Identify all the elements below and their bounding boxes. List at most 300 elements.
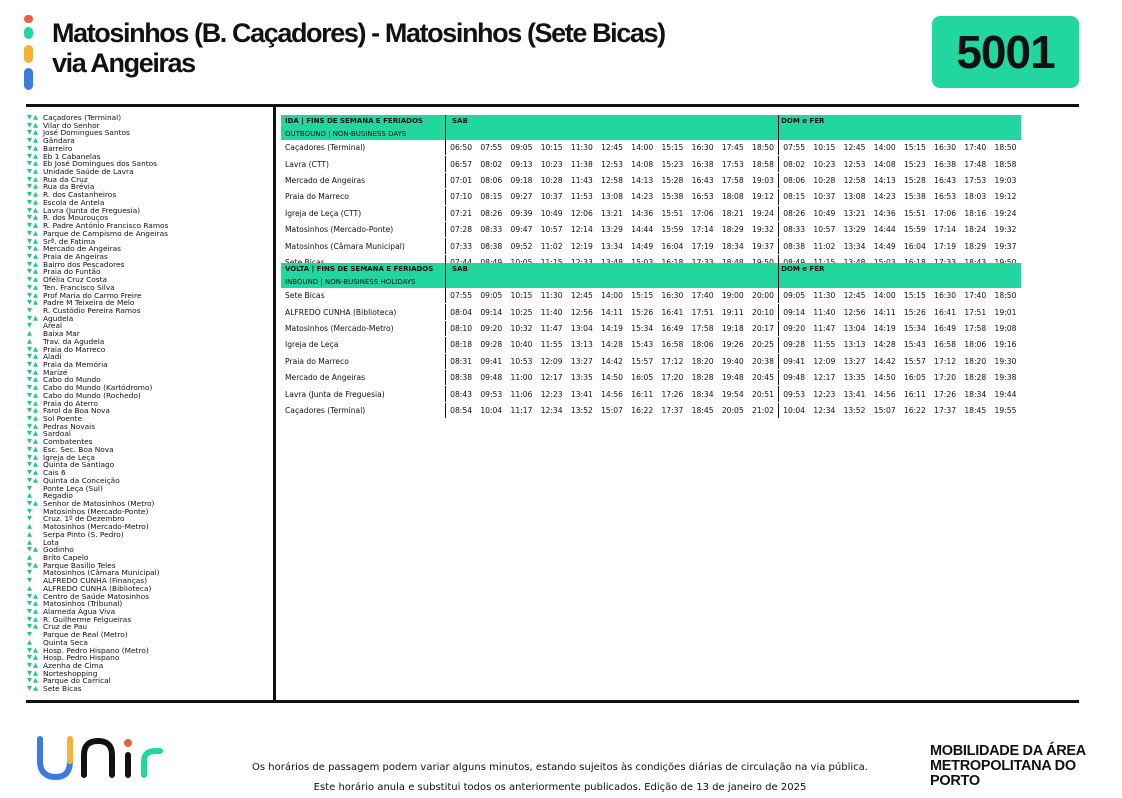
departure-time: 19:08 [990,320,1020,336]
departure-time: 15:23 [900,156,930,172]
departure-time: 07:01 [446,172,477,188]
stop-name: Ten. Francisco Silva [43,282,115,292]
departure-time: 19:00 [718,288,748,304]
departure-time: 18:21 [718,205,748,221]
stop-name: Marizé [43,367,68,377]
stop-name: ALFREDO CUNHA (Biblioteca) [43,583,152,593]
timetable-stop-name: Praia do Marreco [281,189,446,205]
departure-time: 13:08 [839,189,869,205]
stop-name: Cais 6 [43,468,66,478]
direction-arrows-icon: ▼▲ [27,684,39,693]
direction-arrows-icon: ▼▲ [27,128,39,137]
departure-time: 15:15 [900,288,930,304]
departure-time: 08:31 [446,353,477,369]
stop-name: Praia do Funtão [43,267,101,277]
direction-arrows-icon: ▼▲ [27,429,39,438]
table-row [281,172,1021,188]
direction-arrows-icon: ▼▲ [27,383,39,392]
departure-time: 09:28 [476,337,506,353]
direction-arrows-icon: ▼▲ [27,113,39,121]
departure-time: 12:19 [567,238,597,254]
departure-time: 08:15 [476,189,506,205]
departure-time: 17:48 [960,156,990,172]
departure-time: 09:05 [476,288,506,304]
direction-arrows-icon: ▼▲ [27,414,39,423]
stop-name: Godinho [43,545,74,555]
stop-name: Rua da Cruz [43,174,88,184]
departure-time: 14:11 [870,304,900,320]
departure-time: 18:20 [688,353,718,369]
direction-arrows-icon: ▼▲ [27,475,39,484]
departure-time: 14:56 [870,386,900,402]
stop-name: R. dos Mourouços [43,213,109,223]
departure-time: 08:33 [779,221,810,237]
departure-time: 16:49 [657,320,687,336]
departure-time: 19:55 [990,402,1020,418]
sab-subheader-cell [446,275,779,288]
departure-time: 09:13 [506,156,536,172]
departure-time: 09:48 [779,369,810,385]
departure-time: 17:19 [930,238,960,254]
direction-arrows-icon: ▼ [27,483,33,492]
direction-arrows-icon: ▼▲ [27,298,39,307]
departure-time: 13:29 [839,221,869,237]
departure-time: 19:01 [990,304,1020,320]
dom-subheader-cell [779,275,1021,288]
departure-time: 15:59 [657,221,687,237]
departure-time: 13:04 [839,320,869,336]
departure-time: 13:13 [567,337,597,353]
departure-time: 10:49 [809,205,839,221]
stop-name: Mercado de Angeiras [43,244,121,254]
departure-time: 08:06 [779,172,810,188]
direction-arrows-icon: ▼▲ [27,205,39,214]
departure-time: 13:35 [839,369,869,385]
departure-time: 13:27 [839,353,869,369]
departure-time: 14:00 [870,140,900,156]
stop-name: Caçadores (Terminal) [43,113,122,122]
amp-line-2: METROPOLITANA DO PORTO [930,758,1076,789]
departure-time: 17:20 [930,369,960,385]
stop-name: Norteshopping [43,668,98,678]
departure-time: 15:15 [900,140,930,156]
table-row [281,369,1021,385]
departure-time: 15:15 [627,288,657,304]
departure-time: 13:35 [567,369,597,385]
departure-time: 12:56 [839,304,869,320]
departure-time: 19:12 [990,189,1020,205]
departure-time: 08:26 [779,205,810,221]
departure-time: 11:43 [567,172,597,188]
departure-time: 15:07 [597,402,627,418]
direction-arrows-icon: ▼▲ [27,290,39,299]
stop-name: Hosp. Pedro Hispano [43,653,120,663]
departure-time: 17:06 [688,205,718,221]
stop-name: Hosp. Pedro Hispano (Metro) [43,645,149,655]
departure-time: 14:28 [870,337,900,353]
departure-time: 09:05 [779,288,810,304]
departure-time: 19:37 [748,238,779,254]
departure-time: 12:23 [809,386,839,402]
departure-time: 17:58 [688,320,718,336]
departure-time: 18:34 [688,386,718,402]
direction-arrows-icon: ▼▲ [27,367,39,376]
direction-arrows-icon: ▼▲ [27,468,39,477]
departure-time: 07:55 [476,140,506,156]
logo-r-stroke [144,751,160,775]
stop-list-item [27,531,272,539]
departure-time: 15:34 [627,320,657,336]
stop-name: Quinta de Santiago [43,460,115,470]
departure-time: 10:04 [476,402,506,418]
stop-name: Cruz de Pau [43,622,88,632]
departure-time: 11:02 [809,238,839,254]
sab-label: SAB [446,115,779,127]
table-row [281,238,1021,254]
stop-name: Gândara [43,136,75,146]
timetable-stop-name: Praia do Marreco [281,353,446,369]
direction-arrows-icon: ▼ [27,514,33,523]
departure-time: 15:28 [657,172,687,188]
stop-name: Eb José Domingues dos Santos [43,159,158,169]
departure-time: 16:04 [900,238,930,254]
departure-time: 15:15 [657,140,687,156]
departure-time: 16:30 [657,288,687,304]
departure-time: 14:42 [597,353,627,369]
departure-time: 19:12 [748,189,779,205]
departure-time: 16:43 [688,172,718,188]
departure-time: 18:06 [960,337,990,353]
departure-time: 13:41 [567,386,597,402]
stop-name: Esc. Sec. Boa Nova [43,444,114,454]
departure-time: 10:25 [506,304,536,320]
departure-time: 13:41 [839,386,869,402]
departure-time: 16:41 [657,304,687,320]
departure-time: 18:50 [990,140,1020,156]
stop-name: Regadio [43,491,73,501]
direction-arrows-icon: ▼▲ [27,676,39,685]
departure-time: 08:10 [446,320,477,336]
departure-time: 10:32 [506,320,536,336]
direction-arrows-icon: ▼▲ [27,174,39,183]
departure-time: 11:02 [537,238,567,254]
direction-arrows-icon: ▲ [27,637,33,646]
direction-arrows-icon: ▲ [27,522,33,531]
departure-time: 12:14 [567,221,597,237]
stop-name: Parque de Campismo de Angeiras [43,228,169,238]
direction-arrows-icon: ▼▲ [27,437,39,446]
table-row [281,221,1021,237]
departure-time: 15:28 [900,172,930,188]
departure-time: 11:47 [809,320,839,336]
timetable-subheader-row [281,127,1021,140]
table-row [281,140,1021,156]
brand-dot-blue [24,68,33,90]
timetable-stop-name: Mercado de Angeiras [281,369,446,385]
departure-time: 09:28 [779,337,810,353]
departure-time: 10:49 [537,205,567,221]
bottom-divider [26,700,1079,703]
departure-time: 18:45 [688,402,718,418]
top-divider [26,104,1079,107]
direction-arrows-icon: ▼▲ [27,661,39,670]
departure-time: 07:55 [779,140,810,156]
departure-time: 15:43 [900,337,930,353]
departure-time: 16:58 [657,337,687,353]
direction-arrows-icon: ▼▲ [27,143,39,152]
stop-name: Bairro dos Pescadores [43,259,125,269]
departure-time: 17:19 [688,238,718,254]
direction-arrows-icon: ▼▲ [27,244,39,253]
departure-time: 11:00 [506,369,536,385]
departure-time: 09:47 [506,221,536,237]
departure-time: 17:40 [960,288,990,304]
departure-time: 08:26 [476,205,506,221]
stop-name: Prof Maria do Carmo Freire [43,290,142,300]
direction-arrows-icon: ▲ [27,552,33,561]
departure-time: 15:38 [900,189,930,205]
stop-name: Farol da Boa Nova [43,406,110,416]
departure-time: 16:05 [627,369,657,385]
departure-time: 10:28 [809,172,839,188]
departure-time: 08:04 [446,304,477,320]
departure-time: 07:21 [446,205,477,221]
direction-arrows-icon: ▼▲ [27,251,39,260]
logo-n-stroke [84,741,112,775]
table-row [281,205,1021,221]
departure-time: 17:51 [688,304,718,320]
direction-arrows-icon: ▼ [27,568,33,577]
departure-time: 08:38 [446,369,477,385]
stop-name: Sete Bicas [43,684,82,694]
departure-time: 17:45 [718,140,748,156]
departure-time: 09:48 [476,369,506,385]
brand-dot-yellow [24,45,33,63]
direction-arrows-icon: ▼▲ [27,236,39,245]
departure-time: 10:15 [537,140,567,156]
departure-time: 06:50 [446,140,477,156]
departure-time: 14:00 [597,288,627,304]
departure-time: 17:14 [688,221,718,237]
departure-time: 08:38 [476,238,506,254]
timetable-stop-name: Caçadores (Terminal) [281,140,446,156]
stop-name: Lota [43,537,59,547]
departure-time: 16:41 [930,304,960,320]
departure-time: 11:53 [567,189,597,205]
stop-name: Escola de Antela [43,197,105,207]
departure-time: 17:40 [960,140,990,156]
departure-time: 15:38 [657,189,687,205]
departure-time: 11:40 [809,304,839,320]
timetable-stop-name: Igreja de Leça (CTT) [281,205,446,221]
stop-name: Matosinhos (Mercado-Ponte) [43,506,149,516]
stop-name: Cruz. 1º de Dezembro [43,514,125,524]
departure-time: 14:23 [627,189,657,205]
departure-time: 16:49 [930,320,960,336]
stop-name: Praia do Aterro [43,398,99,408]
departure-time: 20:10 [748,304,779,320]
departure-time: 15:51 [900,205,930,221]
departure-time: 19:24 [990,205,1020,221]
departure-time: 11:47 [537,320,567,336]
departure-time: 17:58 [718,172,748,188]
stop-name: Cabo do Mundo [43,375,101,385]
direction-arrows-icon: ▼▲ [27,545,39,554]
direction-arrows-icon: ▼▲ [27,190,39,199]
departure-time: 11:30 [537,288,567,304]
direction-arrows-icon: ▼▲ [27,344,39,353]
stop-name: Centro de Saúde Matosinhos [43,591,150,601]
departure-time: 11:40 [537,304,567,320]
stop-name: Quinta da Conceição [43,475,120,485]
direction-arrows-icon: ▼▲ [27,452,39,461]
departure-time: 15:34 [900,320,930,336]
direction-arrows-icon: ▼▲ [27,228,39,237]
departure-time: 15:07 [870,402,900,418]
departure-time: 17:37 [930,402,960,418]
direction-arrows-icon: ▼▲ [27,599,39,608]
timetable-stop-name: Igreja de Leça [281,337,446,353]
stop-name: Senhor de Matosinhos (Metro) [43,498,155,508]
logo-i-dot [124,739,132,747]
departure-time: 18:29 [718,221,748,237]
departure-time: 17:14 [930,221,960,237]
direction-subheading: INBOUND | NON-BUSINESS HOLIDAYS [281,275,446,288]
departure-time: 19:32 [748,221,779,237]
stop-name: Padre M Teixeira de Melo [43,298,135,308]
departure-time: 08:15 [779,189,810,205]
direction-arrows-icon: ▼▲ [27,360,39,368]
departure-time: 17:53 [960,172,990,188]
departure-time: 13:52 [567,402,597,418]
departure-time: 12:06 [567,205,597,221]
departure-time: 19:24 [748,205,779,221]
departure-time: 11:17 [506,402,536,418]
departure-time: 18:03 [960,189,990,205]
departure-time: 12:53 [597,156,627,172]
departure-time: 14:28 [597,337,627,353]
departure-time: 18:58 [748,156,779,172]
departure-time: 18:16 [960,205,990,221]
departure-time: 12:56 [567,304,597,320]
direction-arrows-icon: ▼▲ [27,614,39,623]
departure-time: 17:12 [930,353,960,369]
direction-arrows-icon: ▲ [27,529,33,538]
departure-time: 12:17 [809,369,839,385]
departure-time: 17:58 [960,320,990,336]
departure-time: 16:05 [900,369,930,385]
direction-arrows-icon: ▼▲ [27,151,39,160]
direction-arrows-icon: ▼ [27,305,33,314]
departure-time: 08:38 [779,238,810,254]
timetable-stop-name: Caçadores (Terminal) [281,402,446,418]
table-row [281,304,1021,320]
direction-arrows-icon: ▼▲ [27,444,39,453]
departure-time: 13:04 [567,320,597,336]
departure-time: 18:28 [960,369,990,385]
stop-name: Parque de Real (Metro) [43,630,128,640]
stop-name: Agudela [43,313,74,323]
departure-time: 13:13 [839,337,869,353]
stop-name: Vilar do Senhor [43,120,100,130]
brand-dot-orange [24,15,33,23]
departure-time: 14:23 [870,189,900,205]
stop-name: Pedras Novais [43,421,96,431]
stop-name: R. dos Castanheiros [43,190,117,200]
departure-time: 18:34 [718,238,748,254]
departure-time: 19:16 [990,337,1020,353]
stop-name: Matosinhos (Tribunal) [43,599,123,609]
direction-heading: VOLTA | FINS DE SEMANA E FERIADOS [281,263,446,275]
departure-time: 19:54 [718,386,748,402]
stop-name: Eb 1 Cabanelas [43,151,101,161]
departure-time: 12:45 [839,288,869,304]
departure-time: 16:53 [930,189,960,205]
vertical-divider [273,106,276,701]
departure-time: 18:20 [960,353,990,369]
direction-arrows-icon: ▼▲ [27,375,39,384]
departure-time: 20:38 [748,353,779,369]
departure-time: 14:08 [870,156,900,172]
departure-time: 20:00 [748,288,779,304]
departure-time: 15:59 [900,221,930,237]
timetable-stop-name: Matosinhos (Câmara Municipal) [281,238,446,254]
departure-time: 09:05 [506,140,536,156]
departure-time: 15:26 [900,304,930,320]
table-row [281,320,1021,336]
departure-time: 09:41 [476,353,506,369]
direction-arrows-icon: ▼▲ [27,622,39,631]
stop-name: R. Padre António Francisco Ramos [43,221,169,231]
direction-arrows-icon: ▼▲ [27,653,39,662]
departure-time: 19:11 [718,304,748,320]
stop-list-item [27,346,272,354]
departure-time: 19:44 [990,386,1020,402]
stop-name: Trav. da Agudela [43,336,105,346]
departure-time: 18:58 [990,156,1020,172]
departure-time: 17:26 [930,386,960,402]
departure-time: 16:22 [900,402,930,418]
stop-name: Cabo do Mundo (Rochedo) [43,390,141,400]
departure-time: 08:33 [476,221,506,237]
unir-logo [36,735,176,781]
departure-time: 14:11 [597,304,627,320]
table-row [281,402,1021,418]
departure-time: 14:49 [870,238,900,254]
departure-time: 18:29 [960,238,990,254]
outbound-timetable [281,115,1021,271]
table-row [281,386,1021,402]
departure-time: 17:12 [657,353,687,369]
amp-logo-text [930,744,1122,789]
direction-arrows-icon: ▼▲ [27,136,39,145]
departure-time: 16:11 [627,386,657,402]
timetable-stop-name: Matosinhos (Mercado-Ponte) [281,221,446,237]
departure-time: 10:04 [779,402,810,418]
departure-time: 09:14 [476,304,506,320]
stop-name: Matosinhos (Mercado-Metro) [43,522,149,532]
direction-arrows-icon: ▲ [27,537,33,546]
departure-time: 11:30 [809,288,839,304]
departure-time: 08:43 [446,386,477,402]
direction-arrows-icon: ▼▲ [27,213,39,222]
departure-time: 10:15 [506,288,536,304]
departure-time: 09:53 [476,386,506,402]
stop-name: Srª. de Fatima [43,236,96,246]
stop-name: Sardoal [43,429,71,439]
departure-time: 12:34 [537,402,567,418]
departure-time: 09:20 [476,320,506,336]
